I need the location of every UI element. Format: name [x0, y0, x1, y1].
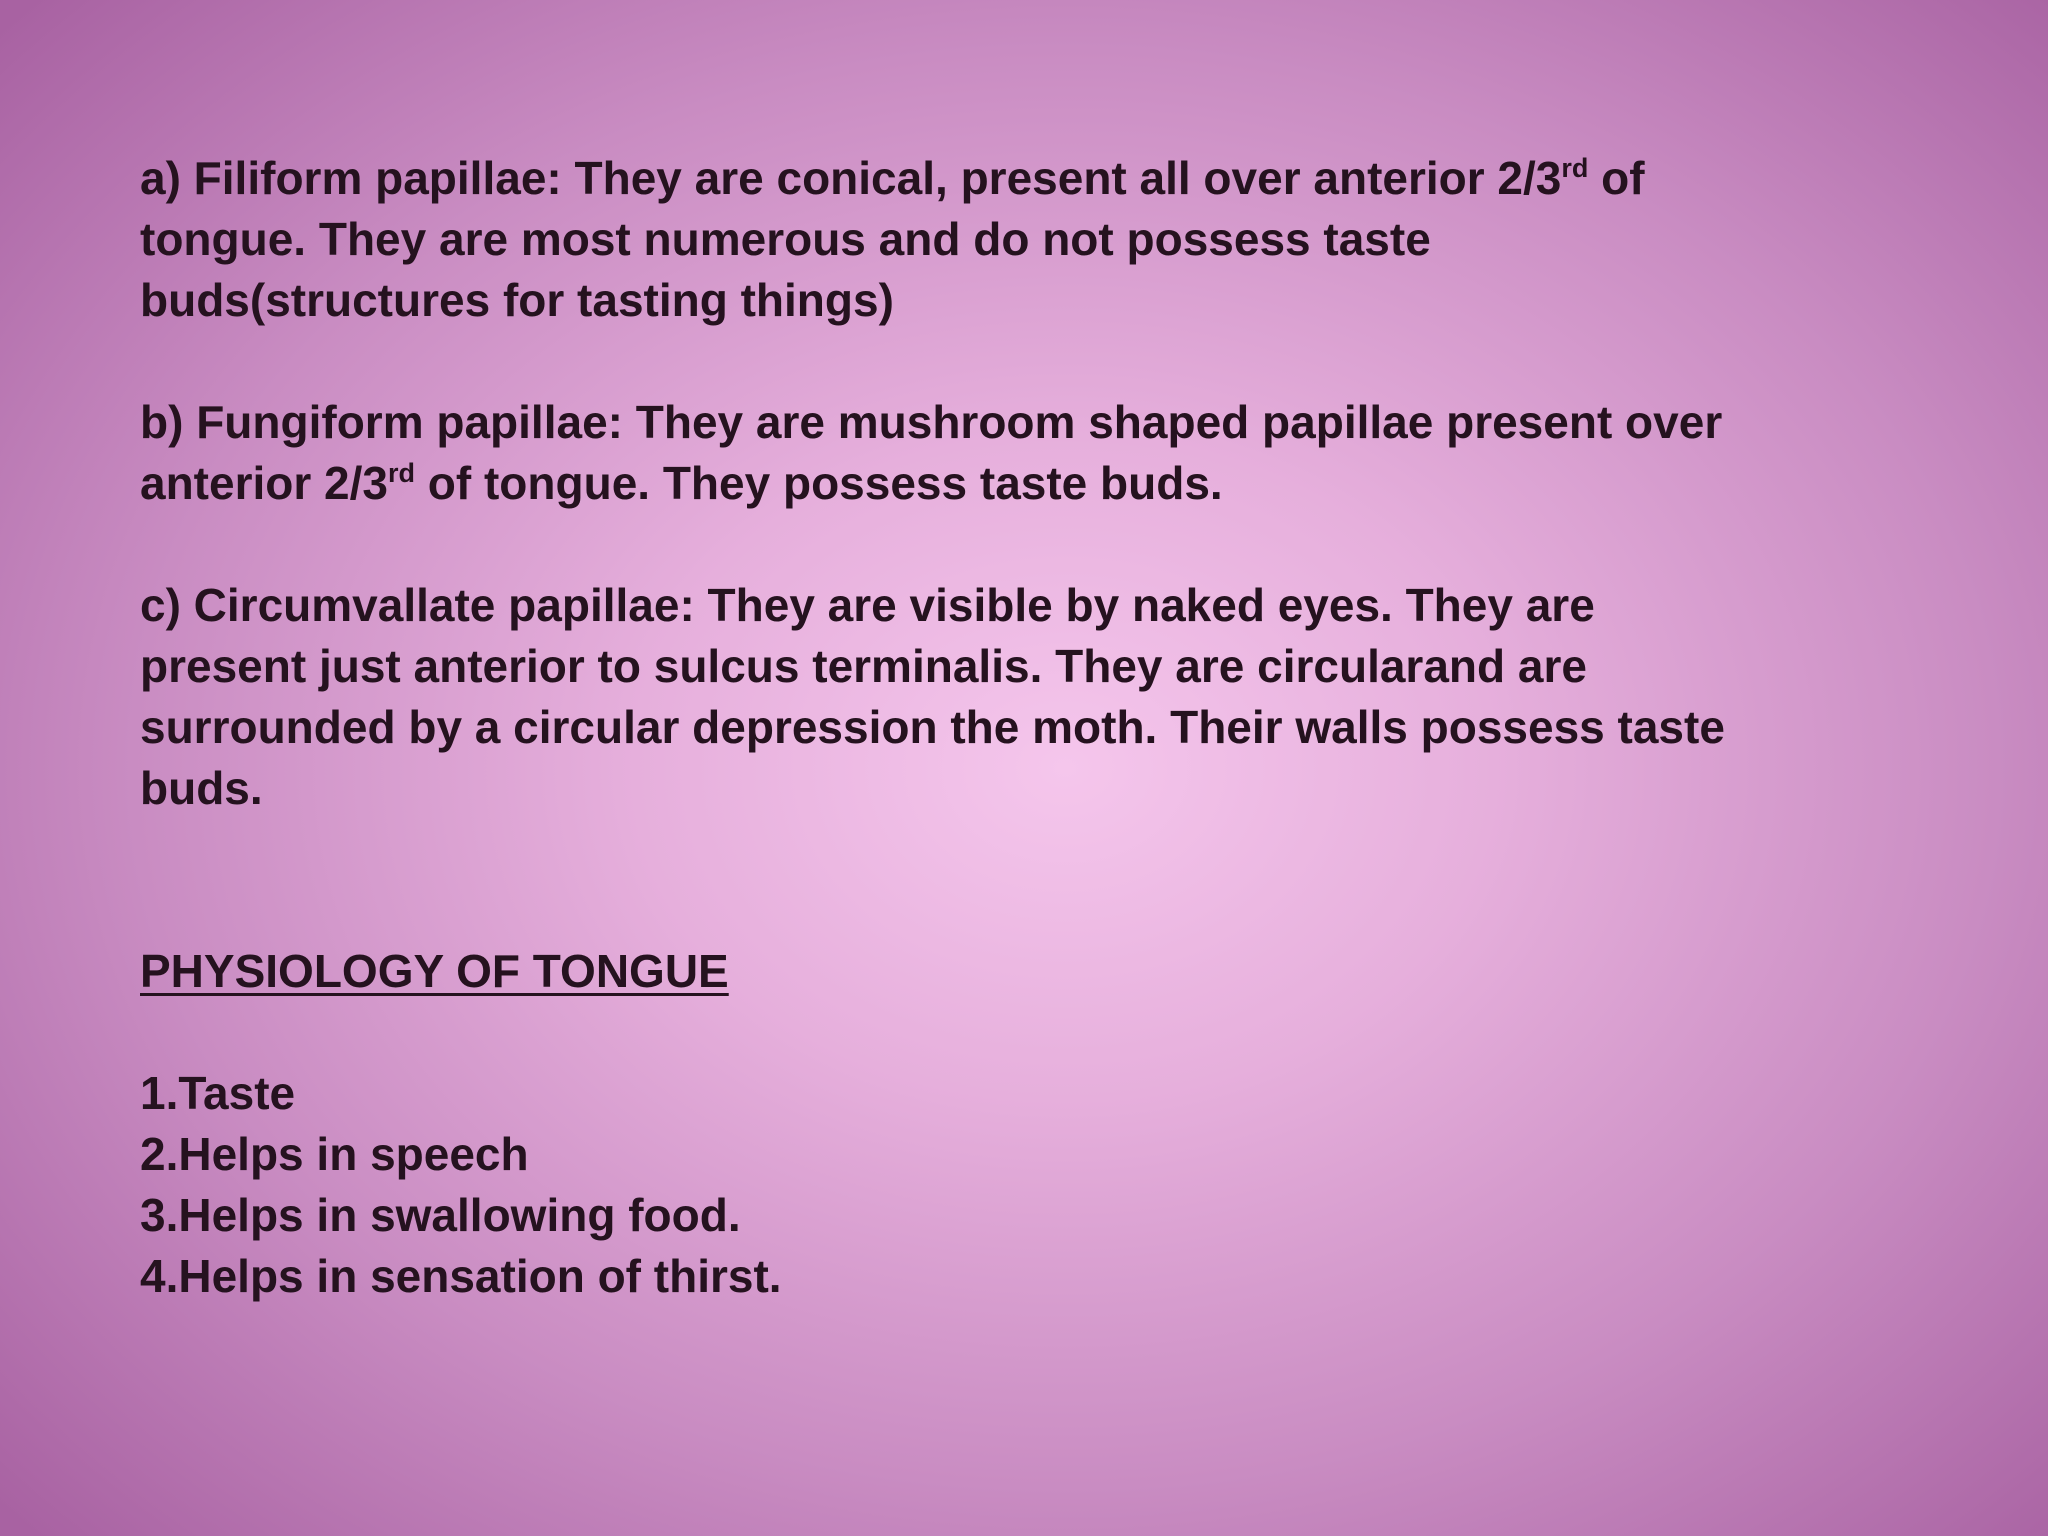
line-text: surrounded by a circular depression the moth. Their walls possess taste — [140, 701, 1725, 753]
list-item: 4.Helps in sensation of thirst. — [140, 1250, 782, 1302]
list-item: 1.Taste — [140, 1067, 296, 1119]
superscript-text: rd — [388, 458, 415, 488]
line-text: of — [1588, 152, 1645, 204]
physiology-list — [140, 1063, 1940, 1307]
line-text: buds(structures for tasting things) — [140, 274, 894, 326]
paragraph-line — [140, 453, 1940, 514]
line-text: c) Circumvallate papillae: They are visible by naked eyes. They are — [140, 579, 1595, 631]
line-text: b) Fungiform papillae: They are mushroom shaped papillae present over — [140, 396, 1723, 448]
list-item: 2.Helps in speech — [140, 1128, 529, 1180]
paragraph-line — [140, 697, 1940, 758]
paragraph-line — [140, 575, 1940, 636]
paragraph-line — [140, 209, 1940, 270]
slide-content — [140, 148, 1940, 1307]
line-text: of tongue. They possess taste buds. — [415, 457, 1223, 509]
section-heading: PHYSIOLOGY OF TONGUE — [140, 945, 729, 997]
line-text: anterior 2/3 — [140, 457, 388, 509]
paragraph-line — [140, 758, 1940, 819]
superscript-text: rd — [1561, 153, 1589, 183]
paragraph-line — [140, 636, 1940, 697]
line-text: buds. — [140, 762, 263, 814]
papilla-paragraph-filiform — [140, 148, 1940, 331]
papilla-paragraph-circumvallate — [140, 575, 1940, 819]
paragraph-line — [140, 270, 1940, 331]
paragraph-line — [140, 392, 1940, 453]
papilla-paragraph-fungiform — [140, 392, 1940, 514]
paragraph-line — [140, 148, 1940, 209]
line-text: present just anterior to sulcus terminalis. They are circularand are — [140, 640, 1587, 692]
line-text: tongue. They are most numerous and do not possess taste — [140, 213, 1431, 265]
line-text: a) Filiform papillae: They are conical, present all over anterior 2/3 — [140, 152, 1562, 204]
list-item: 3.Helps in swallowing food. — [140, 1189, 741, 1241]
